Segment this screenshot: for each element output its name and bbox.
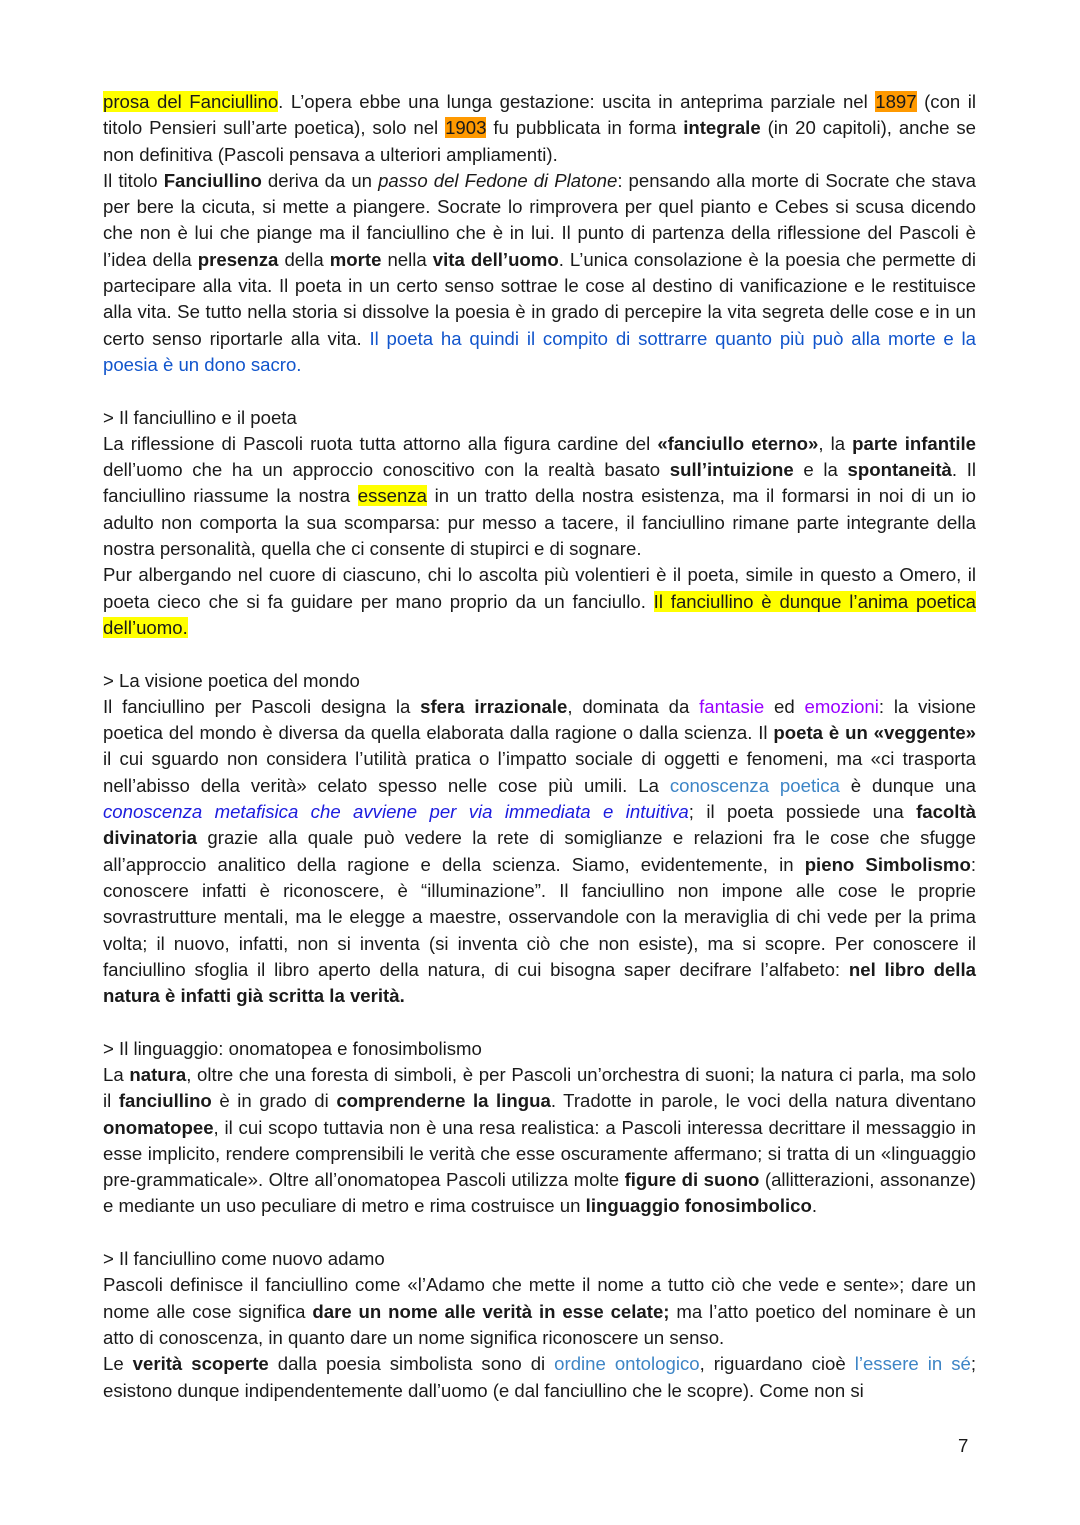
section-heading: > Il fanciullino come nuovo adamo bbox=[103, 1248, 385, 1270]
paragraph bbox=[103, 562, 976, 641]
section-heading: > Il linguaggio: onomatopea e fonosimbolismo bbox=[103, 1037, 482, 1059]
text-run: . Tradotte in parole, le voci della natura diventano bbox=[550, 1090, 977, 1112]
text-run: , riguardano cioè bbox=[699, 1353, 855, 1375]
text-run: nel libro della natura è infatti già scritta la verità. bbox=[103, 958, 976, 1007]
text-run: passo del Fedone di Platone bbox=[378, 169, 618, 191]
spacer bbox=[103, 1009, 976, 1035]
text-run: ordine ontologico bbox=[554, 1353, 700, 1375]
text-run: pieno Simbolismo bbox=[804, 853, 971, 875]
paragraph bbox=[103, 1272, 976, 1351]
text-run: parte infantile bbox=[852, 432, 976, 454]
spacer bbox=[103, 1220, 976, 1246]
text-run: figure di suono bbox=[624, 1169, 760, 1191]
text-run: , oltre che una foresta di simboli, è per Pascoli un’orchestra di suoni; la natura ci parla, ma solo il bbox=[103, 1063, 976, 1112]
text-run: Le bbox=[103, 1353, 133, 1375]
paragraph bbox=[103, 694, 976, 1010]
paragraph bbox=[103, 89, 976, 168]
text-run: : la visione poetica del mondo è diversa da quella elaborata dalla ragione o dalla scienza. Il bbox=[103, 695, 976, 744]
text-run: l’essere in sé bbox=[854, 1353, 971, 1375]
text-run: poeta è un «veggente» bbox=[773, 722, 976, 744]
text-run: (in 20 capitoli), anche se non definitiva (Pascoli pensava a ulteriori ampliamenti). bbox=[103, 117, 977, 165]
text-run: ; il poeta possiede una bbox=[688, 801, 917, 823]
paragraph bbox=[103, 431, 976, 562]
text-run: ; esistono dunque indipendentemente dall’uomo (e dal fanciullino che le scopre). Come non si bbox=[103, 1353, 977, 1401]
paragraph bbox=[103, 168, 976, 378]
text-run: il cui sguardo non considera l’utilità pratica o l’impatto sociale di oggetti e fenomeni, ma «ci trasporta nell’abisso della verità» celato spesso nelle cose più umili. La bbox=[103, 748, 976, 796]
text-run: verità scoperte bbox=[132, 1353, 269, 1375]
page-number: 7 bbox=[958, 1435, 969, 1456]
text-run: , il cui scopo tuttavia non è una resa realistica: a Pascoli interessa decrittare il messaggio in esse implicito, rendere comprensibili le verità che esse oscuramente affermano; si tratta di un «linguaggio pre-grammaticale». Oltre all’onomatopea Pascoli utilizza molte bbox=[103, 1116, 976, 1191]
text-run: deriva da un bbox=[261, 169, 379, 191]
document-body bbox=[103, 89, 976, 1404]
text-run: facoltà divinatoria bbox=[103, 801, 976, 849]
section-heading: > Il fanciullino e il poeta bbox=[103, 406, 297, 428]
text-run: , la bbox=[818, 432, 853, 454]
text-run: in un tratto della nostra esistenza, ma il formarsi in noi di un io adulto non comporta la sua scomparsa: pur messo a tacere, il fanciullino rimane parte integrante della nostra personalità, quella che ci consente di stupirci e di sognare. bbox=[103, 485, 977, 560]
text-run: Il fanciullino per Pascoli designa la bbox=[103, 695, 421, 717]
text-run: Il titolo bbox=[103, 169, 164, 191]
text-run: è in grado di bbox=[211, 1090, 337, 1112]
text-run: : pensando alla morte di Socrate che stava per bere la cicuta, si mette a piangere. Socrate lo rimprovera per quel pianto e Cebes si scusa dicendo che non è lui che piange ma il fanciullino che è in lui. Il punto di partenza della riflessione del Pascoli è l’idea della bbox=[103, 169, 976, 270]
text-run: , dominata da bbox=[567, 695, 700, 717]
text-run: Pur albergando nel cuore di ciascuno, chi lo ascolta più volentieri è il poeta, simile in questo a Omero, il poeta cieco che si fa guidare per mano proprio da un fanciullo. bbox=[103, 564, 976, 612]
spacer bbox=[103, 378, 976, 404]
text-run: e la bbox=[793, 459, 848, 481]
text-run: (allitterazioni, assonanze) e mediante un uso peculiare di metro e rima costruisce un bbox=[103, 1169, 976, 1217]
text-run: spontaneità bbox=[847, 459, 952, 481]
text-run: presenza bbox=[197, 248, 279, 270]
section-heading: > La visione poetica del mondo bbox=[103, 669, 360, 691]
text-run: «fanciullo eterno» bbox=[657, 432, 819, 454]
text-run: . bbox=[811, 1195, 818, 1217]
text-run: (con il titolo Pensieri sull’arte poetica), solo nel bbox=[103, 91, 976, 139]
text-run: essenza bbox=[357, 485, 428, 507]
paragraph bbox=[103, 1062, 976, 1220]
text-run: La bbox=[103, 1063, 130, 1085]
text-run: dalla poesia simbolista sono di bbox=[268, 1353, 555, 1375]
paragraph bbox=[103, 1351, 976, 1404]
text-run: Il poeta ha quindi il compito di sottrarre quanto più può alla morte e la poesia è un dono sacro. bbox=[103, 327, 977, 375]
spacer bbox=[103, 641, 976, 667]
text-run: vita dell’uomo bbox=[432, 248, 559, 270]
text-run: della bbox=[278, 248, 330, 270]
text-run: conoscenza metafisica che avviene per via immediata e intuitiva bbox=[103, 801, 689, 823]
text-run: Fanciullino bbox=[163, 169, 262, 191]
text-run: conoscenza poetica bbox=[669, 774, 840, 796]
text-run: Pascoli definisce il fanciullino come «l’Adamo che mette il nome a tutto ciò che vede e sente»; dare un nome alle cose significa bbox=[103, 1274, 976, 1322]
text-run: emozioni bbox=[804, 695, 879, 717]
text-run: sfera irrazionale bbox=[420, 695, 568, 717]
text-run: fantasie bbox=[699, 695, 765, 717]
text-run: fanciullino bbox=[118, 1090, 212, 1112]
text-run: prosa del Fanciullino bbox=[103, 91, 279, 112]
text-run: dell’uomo che ha un approccio conoscitivo con la realtà basato bbox=[103, 459, 670, 481]
text-run: nella bbox=[381, 248, 433, 270]
text-run: linguaggio fonosimbolico bbox=[585, 1195, 812, 1217]
text-run: fu pubblicata in forma bbox=[486, 117, 684, 139]
text-run: ma l’atto poetico del nominare è un atto di conoscenza, in quanto dare un nome significa riconoscere un senso. bbox=[103, 1300, 976, 1348]
text-run: 1897 bbox=[875, 91, 917, 112]
text-run: . Il fanciullino riassume la nostra bbox=[103, 459, 977, 507]
text-run: comprenderne la lingua bbox=[336, 1090, 551, 1112]
text-run: Il fanciullino è dunque l’anima poetica dell’uomo. bbox=[103, 590, 976, 638]
text-run: : conoscere infatti è riconoscere, è “illuminazione”. Il fanciullino non impone alle cose le proprie sovrastrutture mentali, ma le elegge a maestre, osservandole con la meraviglia di chi vede per la prima volta; il nuovo, infatti, non si inventa (si inventa ciò che non esiste), ma si scopre. Per conoscere il fanciullino sfoglia il libro aperto della natura, di cui bisogna saper decifrare l’alfabeto: bbox=[103, 853, 976, 980]
text-run: ed bbox=[764, 695, 805, 717]
text-run: morte bbox=[329, 248, 382, 270]
text-run: natura bbox=[129, 1063, 187, 1085]
text-run: sull’intuizione bbox=[669, 459, 794, 481]
text-run: grazie alla quale può vedere la rete di somiglianze e relazioni fra le cose che sfugge all’approccio analitico della ragione e della scienza. Siamo, evidentemente, in bbox=[103, 827, 976, 875]
text-run: dare un nome alle verità in esse celate; bbox=[312, 1300, 670, 1322]
text-run: La riflessione di Pascoli ruota tutta attorno alla figura cardine del bbox=[103, 432, 658, 454]
text-run: è dunque una bbox=[839, 774, 976, 796]
text-run: . L’unica consolazione è la poesia che permette di partecipare alla vita. Il poeta in un certo senso sottrae le cose al destino di vanificazione e le restituisce alla vita. Se tutto nella storia si dissolve la poesia è in grado di percepire la vita segreta delle cose e in un certo senso riportarle alla vita. bbox=[103, 248, 976, 349]
text-run: integrale bbox=[683, 117, 761, 139]
text-run: 1903 bbox=[445, 117, 487, 139]
text-run: onomatopee bbox=[103, 1116, 214, 1138]
text-run: . L’opera ebbe una lunga gestazione: uscita in anteprima parziale nel bbox=[278, 91, 876, 112]
